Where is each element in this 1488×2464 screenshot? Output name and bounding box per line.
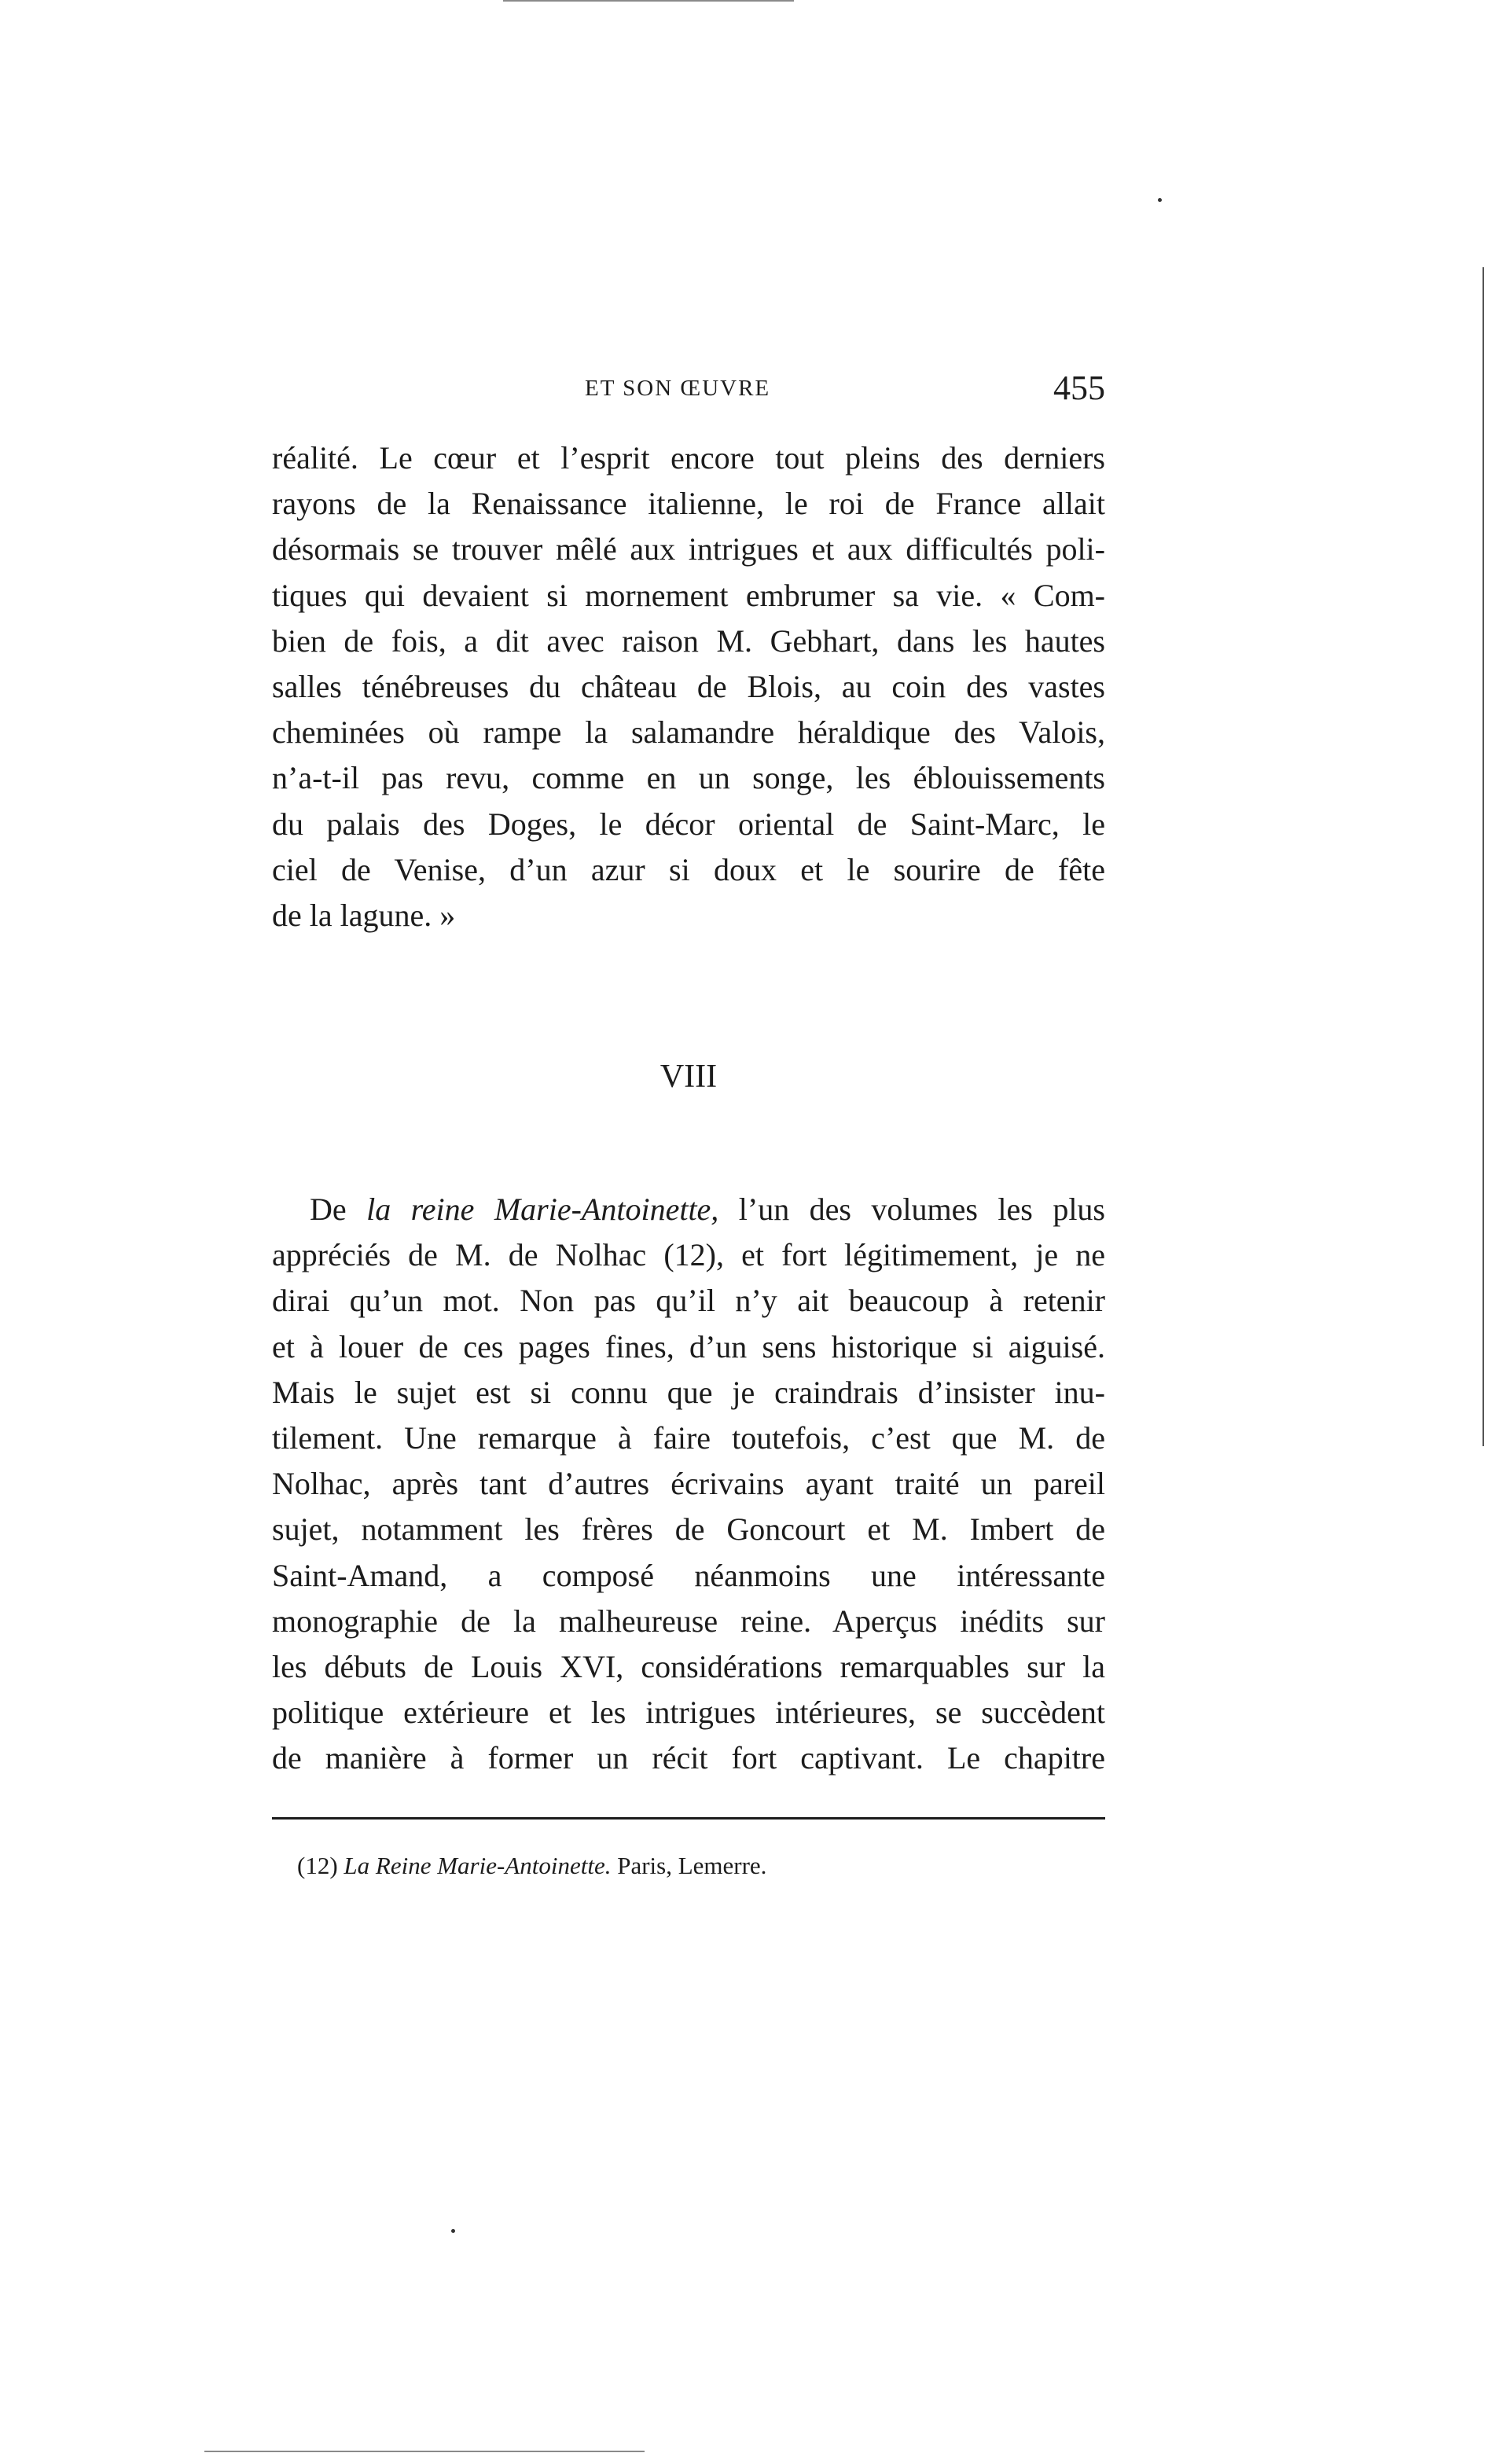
text-line: ciel de Venise, d’un azur si doux et le sourire de fête (272, 851, 1105, 887)
footnote-marker: (12) (297, 1852, 338, 1879)
text-line: monographie de la malheureuse reine. Aperçus inédits sur (272, 1603, 1105, 1639)
text-line: Mais le sujet est si connu que je craindrais d’insister inu- (272, 1374, 1105, 1410)
page-number: 455 (1053, 369, 1105, 407)
text-line: de la lagune. » (272, 897, 456, 933)
text-line: tilement. Une remarque à faire toutefois, c’est que M. de (272, 1419, 1105, 1456)
text-line: cheminées où rampe la salamandre héraldique des Valois, (272, 714, 1105, 751)
text-line: réalité. Le cœur et l’esprit encore tout pleins des derniers (272, 440, 1105, 476)
text-line: du palais des Doges, le décor oriental de Saint-Marc, le (272, 806, 1105, 842)
text-line: rayons de la Renaissance italienne, le roi de France allait (272, 486, 1105, 522)
scan-edge-top (503, 0, 794, 2)
paragraph-marie-antoinette (272, 1187, 1105, 1781)
scan-speck (451, 2229, 455, 2233)
footnote (297, 1852, 766, 1880)
text-lead: De (310, 1192, 367, 1227)
text-line: désormais se trouver mêlé aux intrigues et aux difficultés poli- (272, 531, 1105, 567)
section-heading: VIII (659, 1059, 718, 1095)
footnote-rest: Paris, Lemerre. (611, 1852, 767, 1879)
text-line: de manière à former un récit fort captivant. Le chapitre (272, 1740, 1105, 1776)
text-line: appréciés de M. de Nolhac (12), et fort légitimement, je ne (272, 1237, 1105, 1273)
text-line: bien de fois, a dit avec raison M. Gebhart, dans les hautes (272, 622, 1105, 659)
text-line: les débuts de Louis XVI, considérations remarquables sur la (272, 1648, 1105, 1684)
scan-edge-bottom (204, 2451, 645, 2452)
scan-speck (1158, 198, 1162, 202)
text-line: Saint-Amand, a composé néanmoins une intéressante (272, 1557, 1105, 1593)
scan-edge-right (1482, 267, 1484, 1446)
paragraph-continuation (272, 435, 1105, 938)
running-header (272, 368, 1105, 415)
footnote-title: La Reine Marie-Antoinette. (344, 1852, 612, 1879)
text-line: sujet, notamment les frères de Goncourt et M. Imbert de (272, 1511, 1105, 1548)
text-line-first (272, 1187, 1105, 1232)
text-line: tiques qui devaient si mornement embrumer sa vie. « Com- (272, 577, 1105, 613)
text-line: Nolhac, après tant d’autres écrivains ayant traité un pareil (272, 1466, 1105, 1502)
book-title: la reine Marie-Antoinette, (366, 1192, 719, 1227)
text-line: n’a-t-il pas revu, comme en un songe, les éblouissements (272, 760, 1105, 796)
footnote-rule (272, 1817, 1105, 1820)
text-line: salles ténébreuses du château de Blois, au coin des vastes (272, 668, 1105, 704)
text-line: dirai qu’un mot. Non pas qu’il n’y ait beaucoup à retenir (272, 1283, 1105, 1319)
text-rest: l’un des volumes les plus (718, 1192, 1106, 1227)
running-title: ET SON ŒUVRE (585, 376, 771, 401)
text-line: politique extérieure et les intrigues intérieures, se succèdent (272, 1695, 1105, 1731)
text-line: et à louer de ces pages fines, d’un sens historique si aiguisé. (272, 1328, 1105, 1364)
